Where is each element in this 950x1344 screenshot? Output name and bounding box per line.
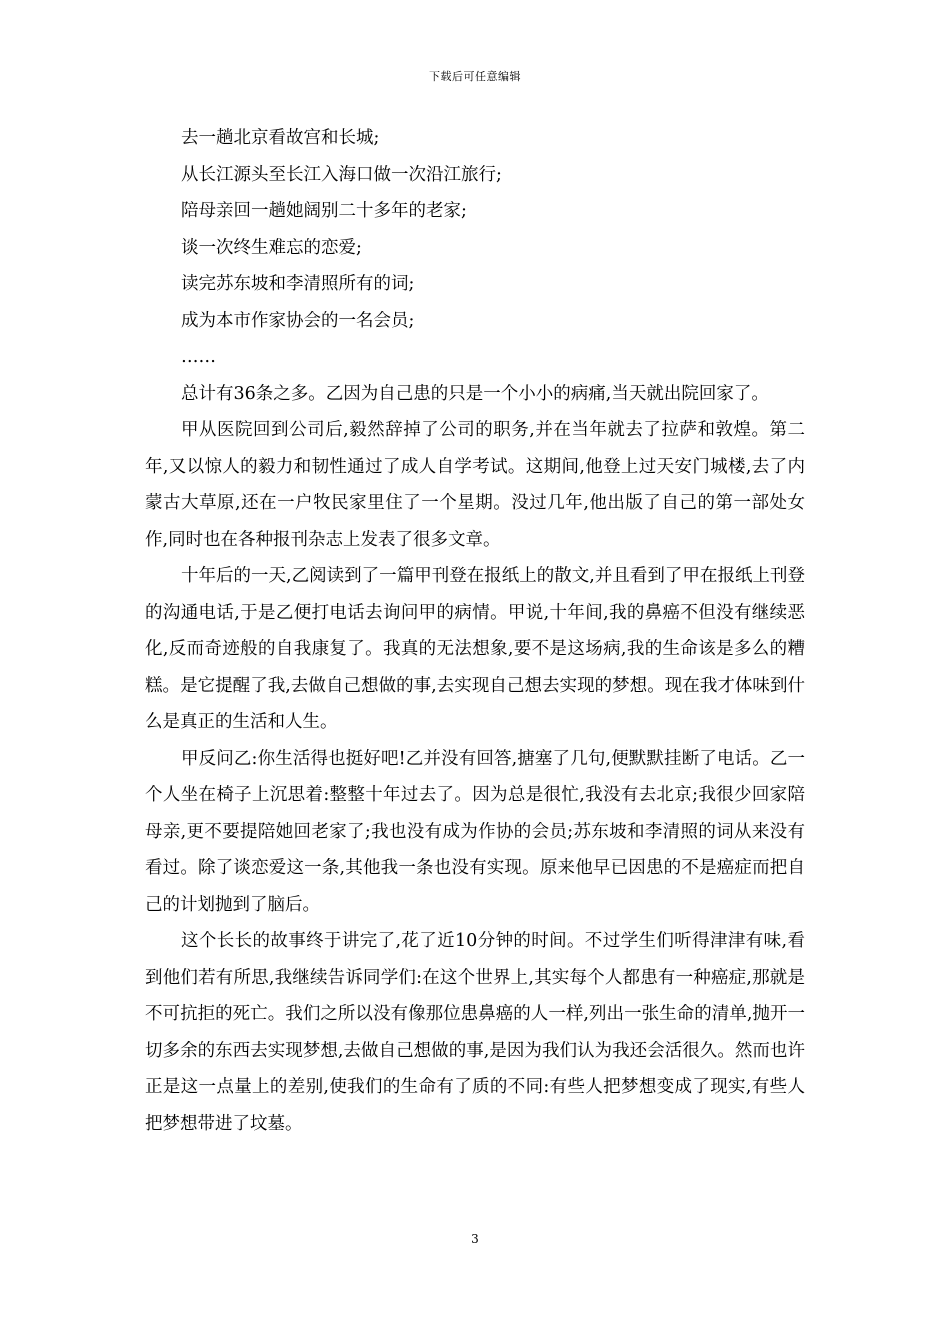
paragraph: 甲从医院回到公司后,毅然辞掉了公司的职务,并在当年就去了拉萨和敦煌。第二年,又以惊人的毅力和韧性通过了成人自学考试。这期间,他登上过天安门城楼,去了内蒙古大草原,还在一户牧民家里住了一个星期。没过几年,他出版了自己的第一部处女作,同时也在各种报刊杂志上发表了很多文章。 bbox=[145, 420, 805, 550]
paragraph: 总计有36条之多。乙因为自己患的只是一个小小的病痛,当天就出院回家了。 bbox=[181, 383, 769, 404]
document-body bbox=[145, 120, 805, 1142]
list-item: 从长江源头至长江入海口做一次沿江旅行; bbox=[181, 164, 502, 185]
paragraph: 甲反问乙:你生活得也挺好吧!乙并没有回答,搪塞了几句,便默默挂断了电话。乙一个人坐在椅子上沉思着:整整十年过去了。因为总是很忙,我没有去北京;我很少回家陪母亲,更不要提陪她回老家了;我也没有成为作协的会员;苏东坡和李清照的词从来没有看过。除了谈恋爱这一条,其他我一条也没有实现。原来他早已因患的不是癌症而把自己的计划抛到了脑后。 bbox=[145, 748, 805, 915]
list-item: 成为本市作家协会的一名会员; bbox=[181, 310, 415, 331]
list-item: 去一趟北京看故宫和长城; bbox=[181, 128, 380, 148]
paragraph: 这个长长的故事终于讲完了,花了近10分钟的时间。不过学生们听得津津有味,看到他们若有所思,我继续告诉同学们:在这个世界上,其实每个人都患有一种癌症,那就是不可抗拒的死亡。我们之所以没有像那位患鼻癌的人一样,列出一张生命的清单,抛开一切多余的东西去实现梦想,去做自己想做的事,是因为我们认为我还会活很久。然而也许正是这一点量上的差别,使我们的生命有了质的不同:有些人把梦想变成了现实,有些人把梦想带进了坟墓。 bbox=[145, 931, 805, 1134]
list-item: 谈一次终生难忘的恋爱; bbox=[181, 237, 362, 258]
page-header: 下载后可任意编辑 bbox=[429, 70, 521, 83]
list-item: 读完苏东坡和李清照所有的词; bbox=[181, 274, 415, 294]
paragraph: 十年后的一天,乙阅读到了一篇甲刊登在报纸上的散文,并且看到了甲在报纸上刊登的沟通电话,于是乙便打电话去询问甲的病情。甲说,十年间,我的鼻癌不但没有继续恶化,反而奇迹般的自我康复了。我真的无法想象,要不是这场病,我的生命该是多么的糟糕。是它提醒了我,去做自己想做的事,去实现自己想去实现的梦想。现在我才体味到什么是真正的生活和人生。 bbox=[145, 566, 805, 732]
list-item: 陪母亲回一趟她阔别二十多年的老家; bbox=[181, 201, 467, 221]
page-number: 3 bbox=[471, 1232, 479, 1246]
list-ellipsis: …… bbox=[181, 347, 216, 367]
